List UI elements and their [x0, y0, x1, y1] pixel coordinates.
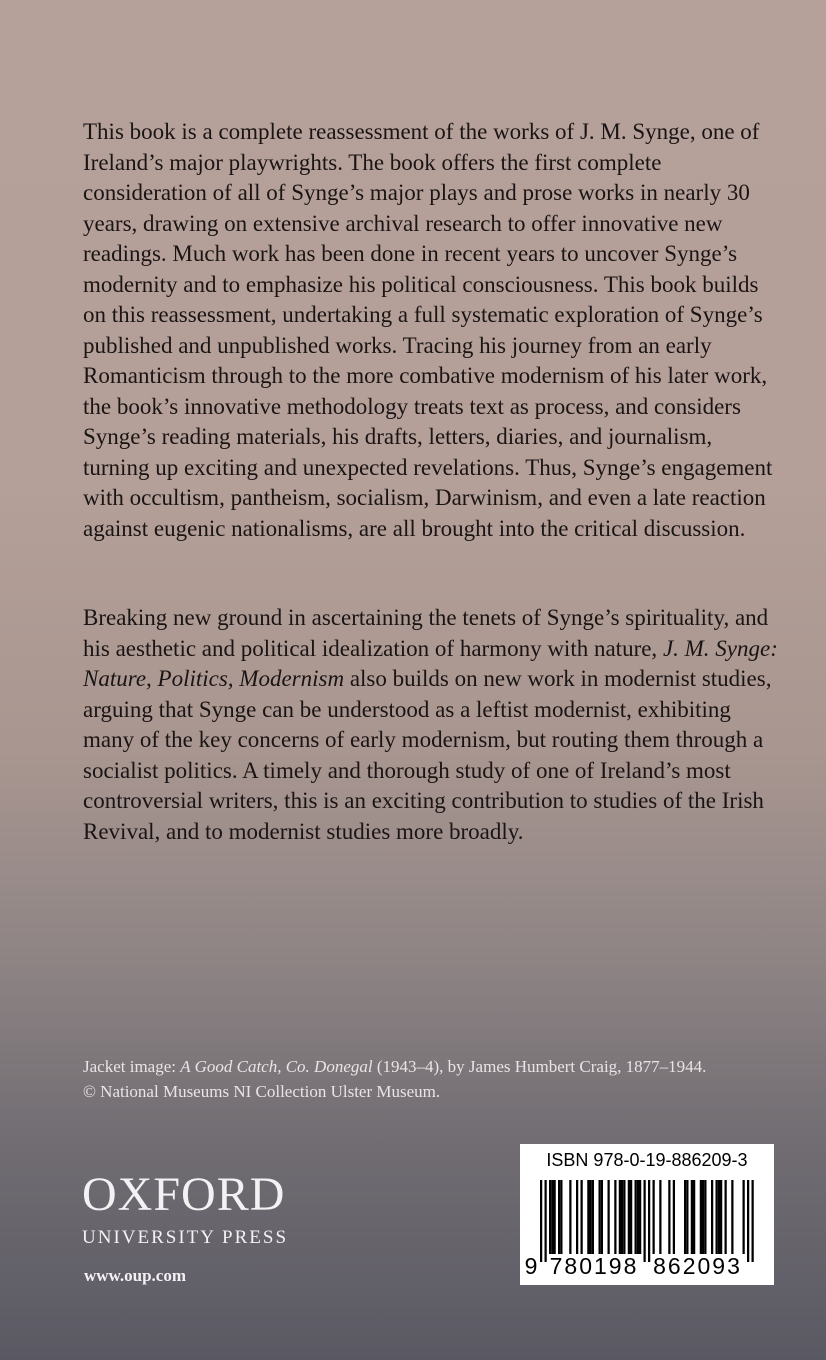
- barcode-bar: [621, 1180, 623, 1254]
- barcode-bar: [673, 1180, 675, 1254]
- barcode-bar: [581, 1180, 583, 1254]
- barcode-bar: [752, 1180, 754, 1262]
- barcode-bar: [644, 1180, 646, 1262]
- barcode-graphic: [520, 1144, 774, 1285]
- barcode-bar: [648, 1180, 650, 1262]
- barcode-bar: [630, 1180, 632, 1254]
- isbn-label: ISBN 978-0-19-886209-3: [546, 1150, 748, 1170]
- barcode-bar: [659, 1180, 661, 1254]
- barcode-right-group: 862093: [653, 1253, 742, 1279]
- barcode-bar: [743, 1180, 745, 1254]
- barcode-bar: [637, 1180, 639, 1254]
- blurb-paragraph-2-intro: Breaking new ground in ascertaining the tenets of Synge’s spirituality, and his aesthetic and political idealization of harmony with nature,: [83, 605, 769, 661]
- barcode-bar: [693, 1180, 695, 1254]
- barcode-bar: [711, 1180, 713, 1254]
- credit-prefix: Jacket image:: [83, 1057, 176, 1076]
- barcode-bar: [628, 1180, 630, 1254]
- barcode-bar: [601, 1180, 603, 1254]
- barcode-bar: [720, 1180, 722, 1254]
- barcode-bar: [554, 1180, 556, 1254]
- credit-artwork-title: A Good Catch, Co. Donegal: [180, 1057, 373, 1076]
- barcode-bar: [551, 1180, 553, 1254]
- barcode-bar: [560, 1180, 562, 1254]
- barcode-bar: [702, 1180, 704, 1254]
- barcode-bar: [576, 1180, 578, 1254]
- barcode-bar: [587, 1180, 589, 1254]
- barcode-bar: [599, 1180, 601, 1254]
- barcode-bar: [668, 1180, 670, 1254]
- isbn-barcode: [520, 1144, 774, 1285]
- barcode-bar: [540, 1180, 542, 1262]
- barcode-bar: [691, 1180, 693, 1254]
- barcode-bar: [614, 1180, 616, 1254]
- blurb-paragraph-2: [83, 603, 783, 847]
- publisher-name: OXFORD: [82, 1168, 286, 1221]
- barcode-left-group: 780198: [549, 1253, 639, 1279]
- barcode-bar: [569, 1180, 571, 1254]
- publisher-subtitle: UNIVERSITY PRESS: [82, 1227, 289, 1248]
- barcode-bar: [704, 1180, 706, 1254]
- barcode-bar: [725, 1180, 727, 1254]
- barcode-bar: [747, 1180, 749, 1262]
- blurb-paragraph-1: This book is a complete reassessment of the works of J. M. Synge, one of Ireland’s major playwrights. The book offers the first complete consideration of all of Synge’s major plays and prose works in nearly 30 years, drawing on extensive archival research to offer innovative new readings. Much work has been done in recent years to uncover Synge’s modernity and to emphasize his political consciousness. This book builds on this reassessment, undertaking a full systematic exploration of Synge’s published and unpublished works. Tracing his journey from an early Romanticism through to the more combative modernism of his later work, the book’s innovative methodology treats text as process, and considers Synge’s reading materials, his drafts, letters, diaries, and journalism, turning up exciting and unexpected revelations. Thus, Synge’s engagement with occultism, pantheism, socialism, Darwinism, and even a late reaction against eugenic nationalisms, are all brought into the critical discussion.: [83, 119, 773, 541]
- publisher-website: www.oup.com: [84, 1266, 187, 1285]
- barcode-bar: [592, 1180, 594, 1254]
- barcode-bar: [684, 1180, 686, 1254]
- book-title: J. M. Synge: Nature, Politics, Modernism: [83, 635, 778, 691]
- barcode-bar: [590, 1180, 592, 1254]
- barcode-bar: [639, 1180, 641, 1254]
- barcode-bar: [558, 1180, 560, 1254]
- credit-copyright: © National Museums NI Collection Ulster Museum.: [83, 1082, 441, 1101]
- barcode-first-digit: 9: [524, 1253, 540, 1279]
- publisher-logo: [82, 1170, 288, 1250]
- barcode-bar: [608, 1180, 610, 1254]
- barcode-bar: [716, 1180, 718, 1254]
- barcode-bar: [686, 1180, 688, 1254]
- barcode-bar: [718, 1180, 720, 1254]
- barcode-bar: [619, 1180, 621, 1254]
- barcode-bar: [731, 1180, 733, 1254]
- jacket-image-credit: [83, 1054, 783, 1104]
- barcode-bar: [635, 1180, 637, 1254]
- barcode-bar: [653, 1180, 655, 1254]
- barcode-bar: [549, 1180, 551, 1254]
- barcode-bar: [545, 1180, 547, 1262]
- blurb-paragraph-2-rest: also builds on new work in modernist studies, arguing that Synge can be understood as a leftist modernist, exhibiting many of the key concerns of early modernism, but routing them through a socialist politics. A timely and thorough study of one of Ireland’s most controversial writers, this is an exciting contribution to studies of the Irish Revival, and to modernist studies more broadly.: [83, 666, 772, 844]
- credit-details: (1943–4), by James Humbert Craig, 1877–1944.: [376, 1057, 707, 1076]
- barcode-bar: [623, 1180, 625, 1254]
- barcode-bar: [700, 1180, 702, 1254]
